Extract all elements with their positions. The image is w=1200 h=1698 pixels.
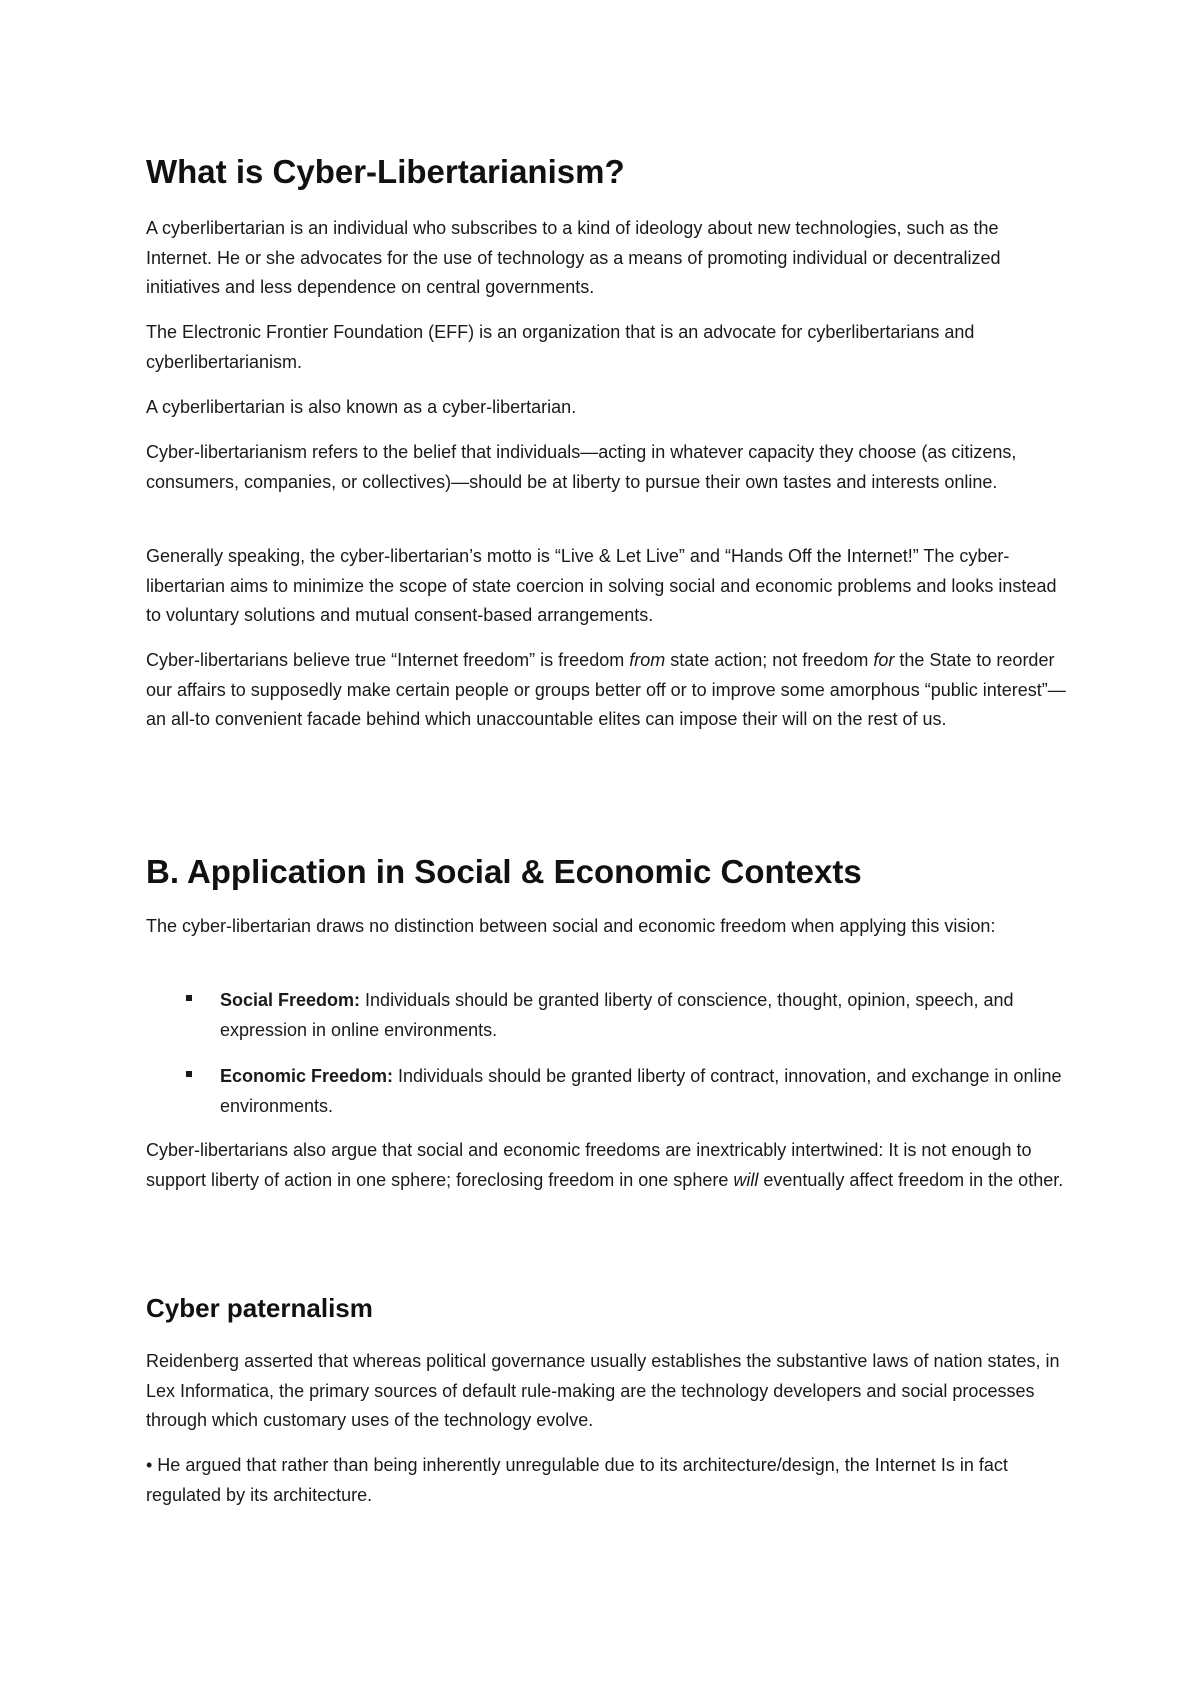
square-bullet-icon xyxy=(186,995,192,1001)
bullet-text-economic xyxy=(220,1062,1066,1121)
section1-title: What is Cyber-Libertarianism? xyxy=(146,153,625,190)
bullet-body-social: Individuals should be granted liberty of conscience, thought, opinion, speech, and expression in online environments. xyxy=(220,990,1014,1040)
section1-paragraph-5: Generally speaking, the cyber-libertarian’s motto is “Live & Let Live” and “Hands Off the Internet!” The cyber-libertarian aims to minimize the scope of state coercion in solving social and economic problems and looks instead to voluntary solutions and mutual consent-based arrangements. xyxy=(146,546,1057,625)
section2-intro: The cyber-libertarian draws no distinction between social and economic freedom when applying this vision: xyxy=(146,916,996,936)
bullet-text-social xyxy=(220,986,1066,1045)
section1-paragraph-2: The Electronic Frontier Foundation (EFF) is an organization that is an advocate for cyberlibertarians and cyberlibertarianism. xyxy=(146,322,975,372)
p6-text-3: the State to reorder our affairs to supposedly make certain people or groups better off or to improve some amorphous “public interest”—an all-to convenient facade behind which unaccountable elites can impose their will on the rest of us. xyxy=(146,650,1066,729)
section2-title: B. Application in Social & Economic Contexts xyxy=(146,853,862,890)
closing-text-1: Cyber-libertarians also argue that social and economic freedoms are inextricably intertwined: It is not enough to support liberty of action in one sphere; foreclosing freedom in one sphere xyxy=(146,1140,1032,1190)
section1-paragraph-6 xyxy=(146,646,1066,735)
bullet-label-economic: Economic Freedom: xyxy=(220,1066,394,1086)
section2-closing xyxy=(146,1136,1066,1195)
section1-paragraph-3: A cyberlibertarian is also known as a cyber-libertarian. xyxy=(146,397,577,417)
p6-text-2: state action; not freedom xyxy=(665,650,874,670)
section3-paragraph-1: Reidenberg asserted that whereas political governance usually establishes the substantive laws of nation states, in Lex Informatica, the primary sources of default rule-making are the technology developers and social processes through which customary uses of the technology evolve. xyxy=(146,1351,1060,1430)
section1-paragraph-1: A cyberlibertarian is an individual who subscribes to a kind of ideology about new technologies, such as the Internet. He or she advocates for the use of technology as a means of promoting individual or decentralized initiatives and less dependence on central governments. xyxy=(146,218,1001,297)
square-bullet-icon xyxy=(186,1071,192,1077)
section3-paragraph-2: • He argued that rather than being inherently unregulable due to its architecture/design, the Internet Is in fact regulated by its architecture. xyxy=(146,1455,1008,1505)
section1-paragraph-4: Cyber-libertarianism refers to the belief that individuals—acting in whatever capacity they choose (as citizens, consumers, companies, or collectives)—should be at liberty to pursue their own tastes and interests online. xyxy=(146,442,1017,492)
closing-emphasis-will: will xyxy=(733,1169,759,1190)
p6-emphasis-from: from xyxy=(629,650,666,670)
closing-text-2: eventually affect freedom in the other. xyxy=(758,1169,1064,1190)
section3-title: Cyber paternalism xyxy=(146,1293,373,1323)
bullet-body-economic: Individuals should be granted liberty of contract, innovation, and exchange in online environments. xyxy=(220,1066,1062,1116)
bullet-label-social: Social Freedom: xyxy=(220,990,361,1010)
p6-emphasis-for: for xyxy=(873,650,895,670)
p6-text-1: Cyber-libertarians believe true “Internet freedom” is freedom xyxy=(146,650,630,670)
